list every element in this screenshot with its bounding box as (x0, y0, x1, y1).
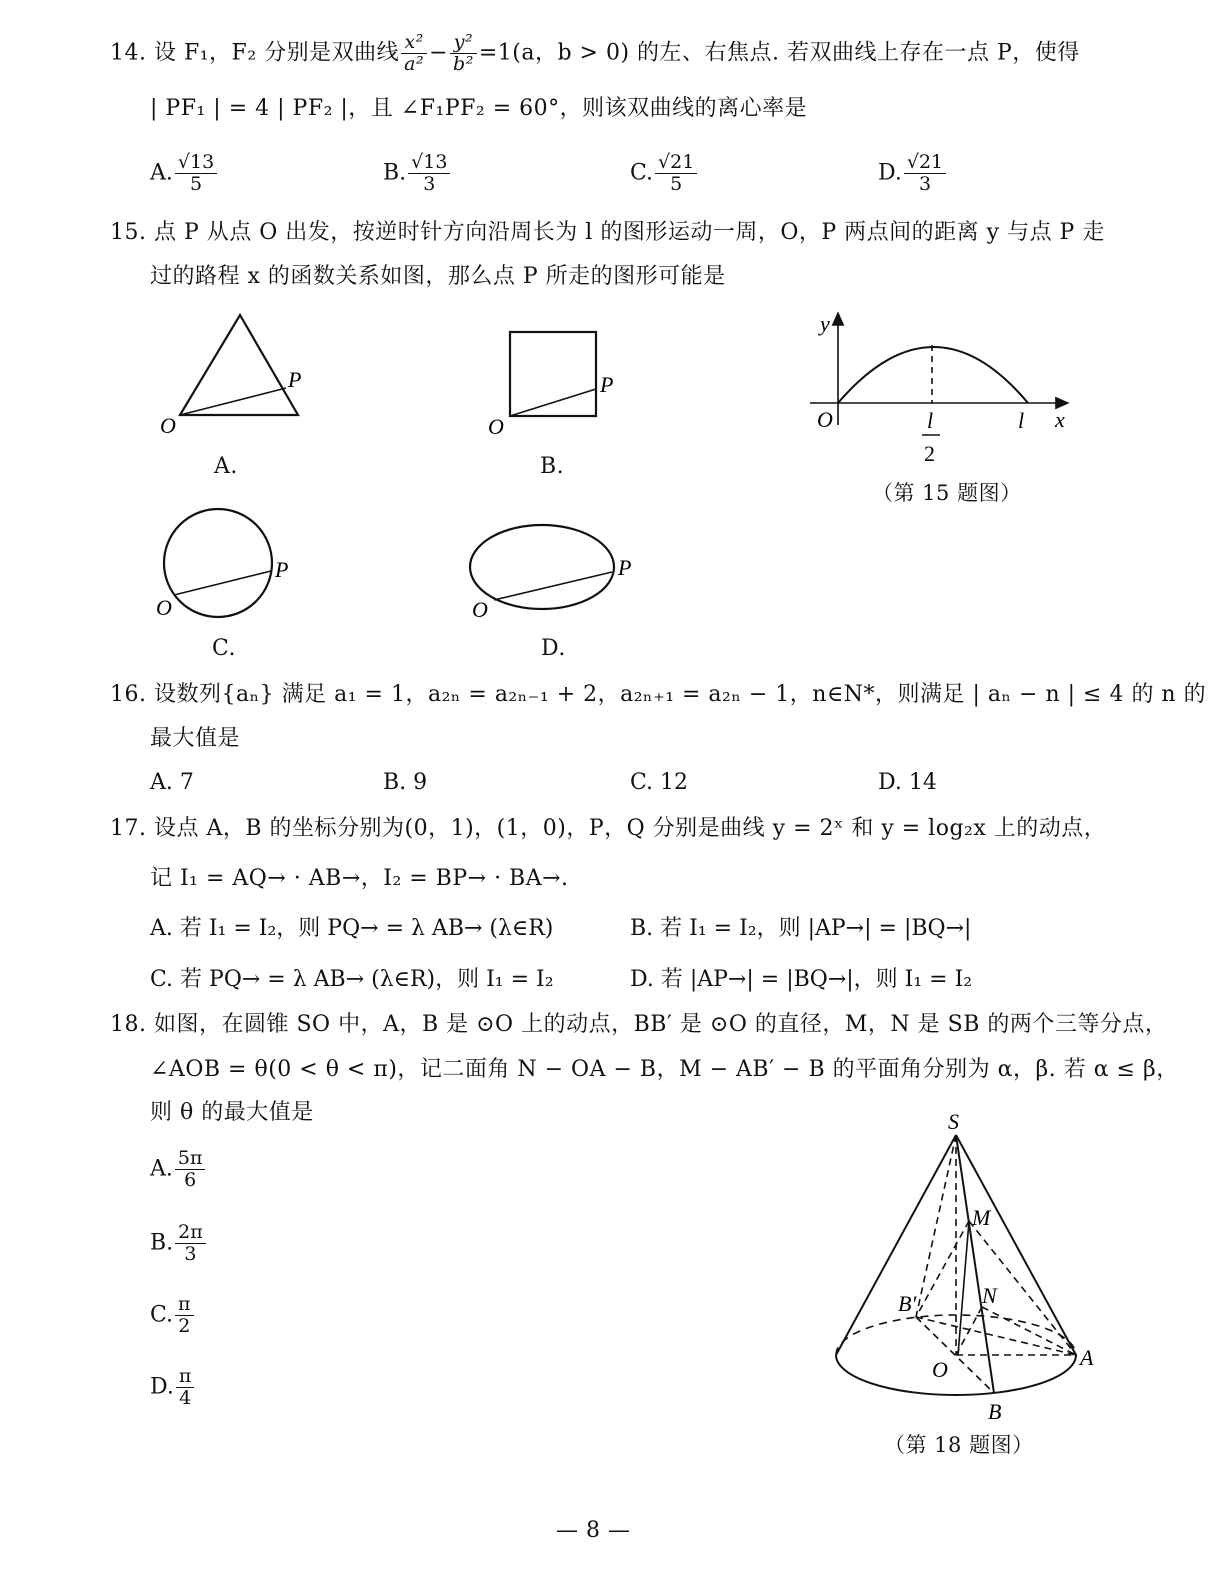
label-o: O (156, 595, 172, 620)
q17-option-d[interactable]: D. 若 |AP→| = |BQ→|，则 I₁ = I₂ (630, 967, 973, 992)
q17-line2: 记 I₁ = AQ→ · AB→，I₂ = BP→ · BA→. (150, 866, 569, 891)
q16-option-d[interactable]: D. 14 (878, 770, 937, 795)
graph-origin: O (817, 407, 833, 432)
q17-option-a[interactable]: A. 若 I₁ = I₂，则 PQ→ = λ AB→ (λ∈R) (150, 916, 554, 941)
q16-line2: 最大值是 (150, 726, 241, 751)
q18-option-a[interactable]: A. $\frac{5\pi}{6}$ (150, 1148, 207, 1191)
q15-line1: 15. 点 P 从点 O 出发，按逆时针方向沿周长为 l 的图形运动一周，O，P 两点间的距离 y 与点 P 走 (110, 220, 1105, 245)
q17-option-c[interactable]: C. 若 PQ→ = λ AB→ (λ∈R)，则 I₁ = I₂ (150, 967, 554, 992)
q18-option-b[interactable]: B. $\frac{2\pi}{3}$ (150, 1222, 208, 1265)
cone-label-bprime: B′ (898, 1291, 917, 1316)
q16-option-b[interactable]: B. 9 (383, 770, 428, 795)
cone-label-o: O (932, 1357, 948, 1382)
q14-option-a[interactable]: A. $\frac{√13}{5}$ (150, 152, 219, 195)
cone-label-b: B (988, 1399, 1002, 1424)
q18-cone-figure (820, 1105, 1110, 1435)
label-p: P (618, 555, 632, 580)
q15-figure-d-ellipse (460, 520, 650, 625)
q16-option-a[interactable]: A. 7 (150, 770, 194, 795)
q16-line1: 16. 设数列{aₙ} 满足 a₁ = 1，a₂ₙ = a₂ₙ₋₁ + 2，a₂ₙ₊₁ = a₂ₙ − 1，n∈N*，则满足 | aₙ − n | ≤ 4 的 n 的 (110, 682, 1207, 707)
cone-label-s: S (948, 1109, 959, 1134)
q17-option-b[interactable]: B. 若 I₁ = I₂，则 |AP→| = |BQ→| (630, 916, 972, 941)
q14-option-c[interactable]: C. $\frac{√21}{5}$ (630, 152, 699, 195)
cone-label-n: N (982, 1283, 997, 1308)
graph-half-den: 2 (924, 441, 935, 466)
q15-function-graph (800, 305, 1090, 475)
q14-option-d[interactable]: D. $\frac{√21}{3}$ (878, 152, 948, 195)
q15-caption: （第 15 题图） (872, 481, 1022, 505)
q14-option-b[interactable]: B. $\frac{√13}{3}$ (383, 152, 452, 195)
q14-frac-y: $\frac{\text{y²}}{\text{b²}}$ (450, 32, 477, 75)
graph-y-label: y (820, 311, 830, 336)
q15-option-d[interactable]: D. (541, 636, 566, 661)
label-o: O (472, 597, 488, 622)
q16-option-c[interactable]: C. 12 (630, 770, 689, 795)
q15-option-a[interactable]: A. (214, 454, 238, 479)
label-o: O (488, 414, 504, 439)
q15-figure-b-square (480, 320, 640, 445)
q14-line1: 14. 设 F₁，F₂ 分别是双曲线 $\frac{\text{x²}}{\text{a²}}$ − $\frac{\text{y²}}{\text{b²}}$ =1(a，b > 0) 的左、右焦点. 若双曲线上存在一点 P，使得 (110, 31, 1080, 75)
q15-option-b[interactable]: B. (540, 454, 565, 479)
graph-half-num: l (927, 408, 934, 433)
label-p: P (288, 367, 302, 392)
q18-line1: 18. 如图，在圆锥 SO 中，A，B 是 ⊙O 上的动点，BB′ 是 ⊙O 的直径，M，N 是 SB 的两个三等分点， (110, 1012, 1168, 1037)
graph-x-label: x (1055, 407, 1065, 432)
q18-line3: 则 θ 的最大值是 (150, 1100, 314, 1125)
label-p: P (275, 557, 289, 582)
q15-line2: 过的路程 x 的函数关系如图，那么点 P 所走的图形可能是 (150, 264, 726, 289)
label-o: O (160, 413, 176, 438)
cone-label-m: M (972, 1205, 991, 1230)
q18-option-c[interactable]: C. $\frac{\pi}{2}$ (150, 1294, 196, 1337)
q18-caption: （第 18 题图） (884, 1433, 1034, 1457)
label-p: P (600, 372, 614, 397)
q15-figure-c-circle (150, 505, 310, 630)
cone-label-a: A (1080, 1345, 1094, 1370)
q15-option-c[interactable]: C. (212, 636, 237, 661)
q14-line2: | PF₁ | = 4 | PF₂ |，且 ∠F₁PF₂ = 60°，则该双曲线的离心率是 (150, 96, 808, 121)
q15-figure-a-triangle (150, 305, 320, 445)
q14-frac-x: $\frac{\text{x²}}{\text{a²}}$ (401, 32, 427, 75)
q17-line1: 17. 设点 A，B 的坐标分别为(0，1)，(1，0)，P，Q 分别是曲线 y = 2ˣ 和 y = log₂x 上的动点， (110, 816, 1107, 841)
page-number: — 8 — (556, 1518, 631, 1543)
graph-end-l: l (1018, 408, 1025, 433)
q18-option-d[interactable]: D. $\frac{\pi}{4}$ (150, 1366, 196, 1409)
q18-line2: ∠AOB = θ(0 < θ < π)，记二面角 N − OA − B，M − AB′ − B 的平面角分别为 α，β. 若 α ≤ β， (150, 1057, 1179, 1082)
